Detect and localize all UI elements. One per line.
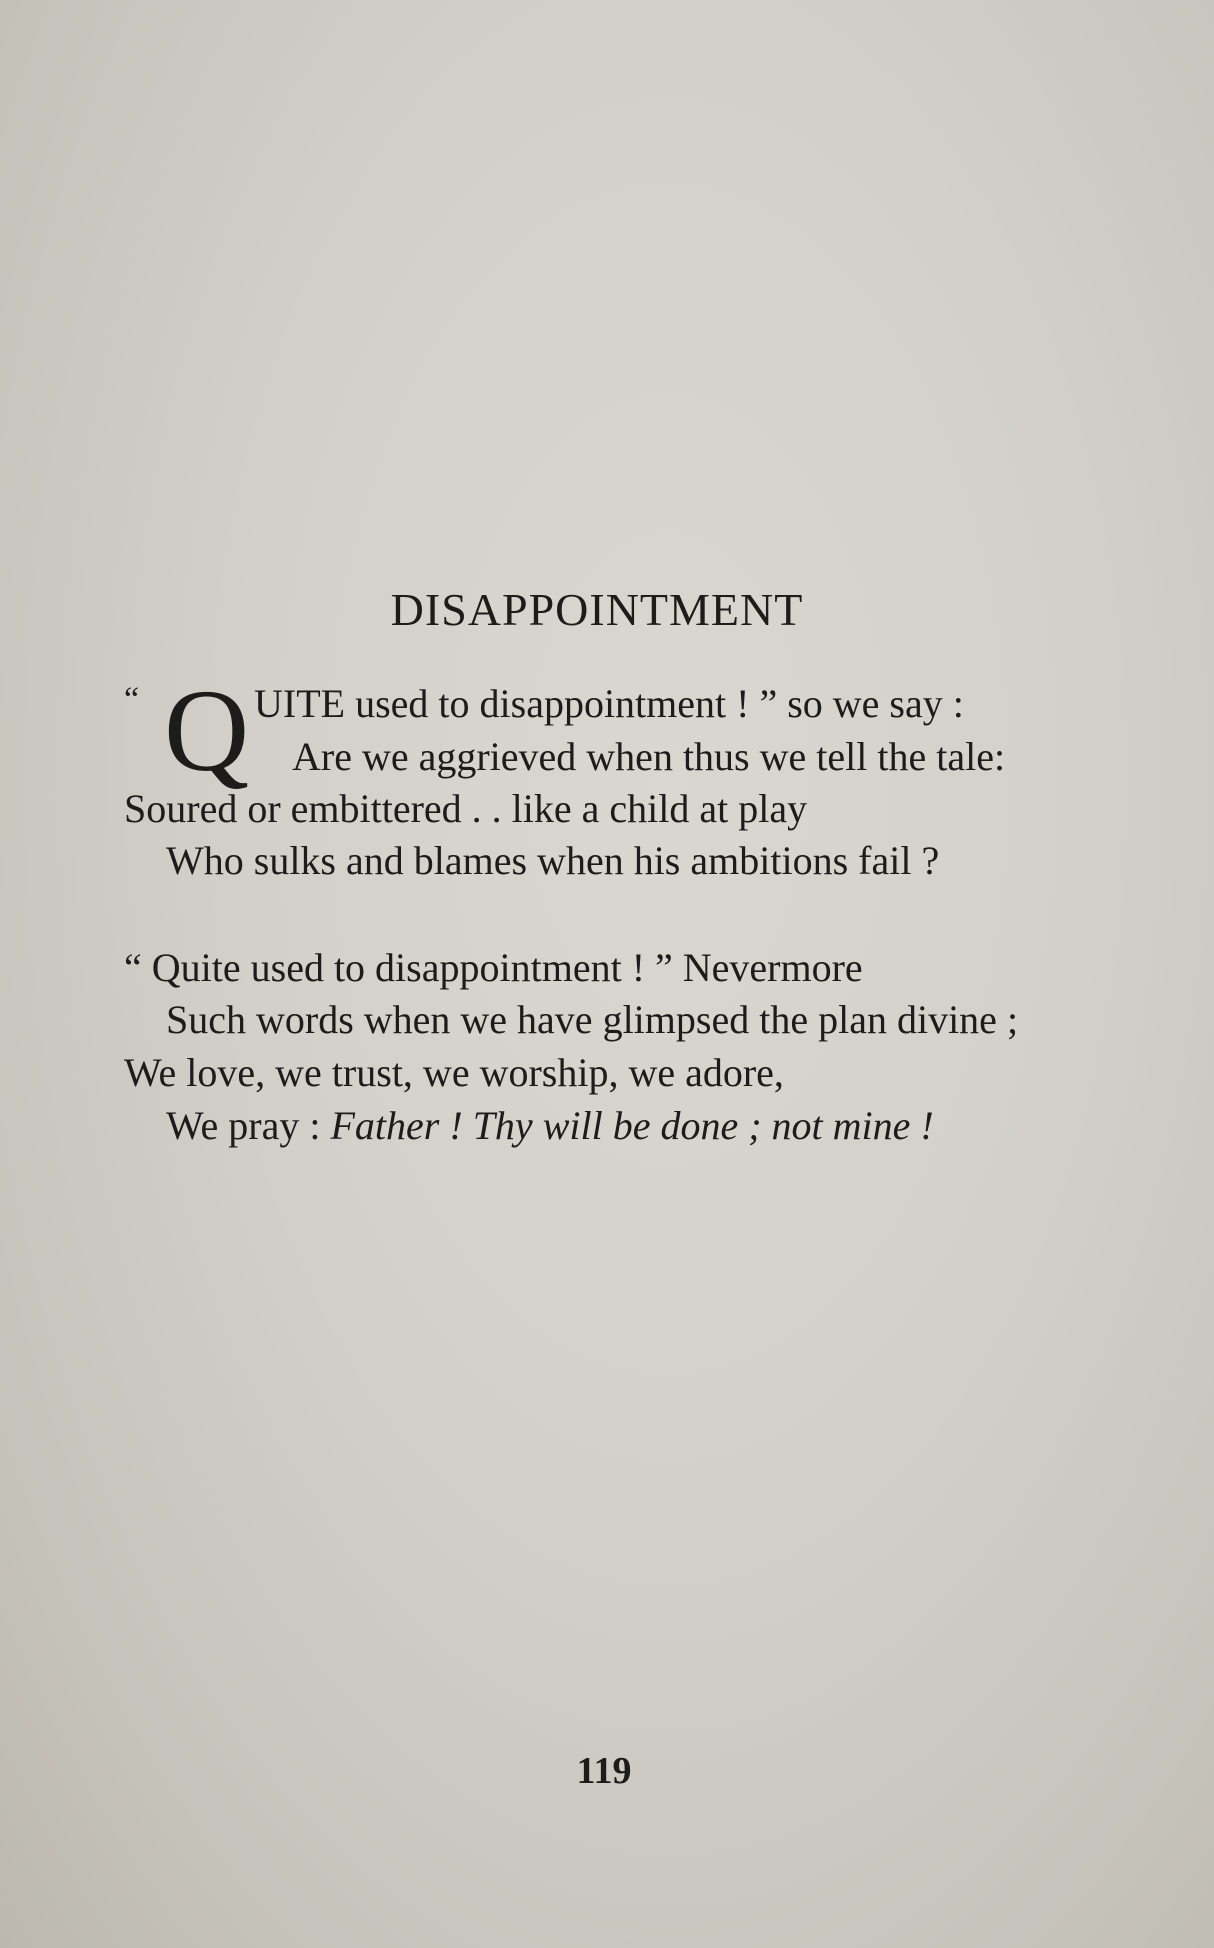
drop-cap-letter: Q xyxy=(164,665,250,796)
stanza-2-line-2: Such words when we have glimpsed the plan divine ; xyxy=(166,997,1019,1042)
stanza-1-line-4: Who sulks and blames when his ambitions fail ? xyxy=(166,838,940,883)
stanza-2-line-3: We love, we trust, we worship, we adore, xyxy=(124,1050,784,1095)
stanza-2-line-4 xyxy=(166,1101,934,1151)
stanza-1-line-3: Soured or embittered . . like a child at play xyxy=(124,786,808,831)
stanza-2-line-1: “ Quite used to disappointment ! ” Nevermore xyxy=(124,945,863,990)
poem-title: DISAPPOINTMENT xyxy=(390,584,804,635)
stanza-1-line-1: UITE used to disappointment ! ” so we say : xyxy=(254,681,964,726)
opening-quote-mark: “ xyxy=(124,681,140,718)
stanza-1-line-2: Are we aggrieved when thus we tell the tale: xyxy=(292,734,1006,779)
stanza-2-line-4-plain: We pray : xyxy=(166,1103,331,1148)
page-number: 119 xyxy=(576,1750,632,1792)
stanza-2-line-4-italic: Father ! Thy will be done ; not mine ! xyxy=(330,1103,934,1148)
